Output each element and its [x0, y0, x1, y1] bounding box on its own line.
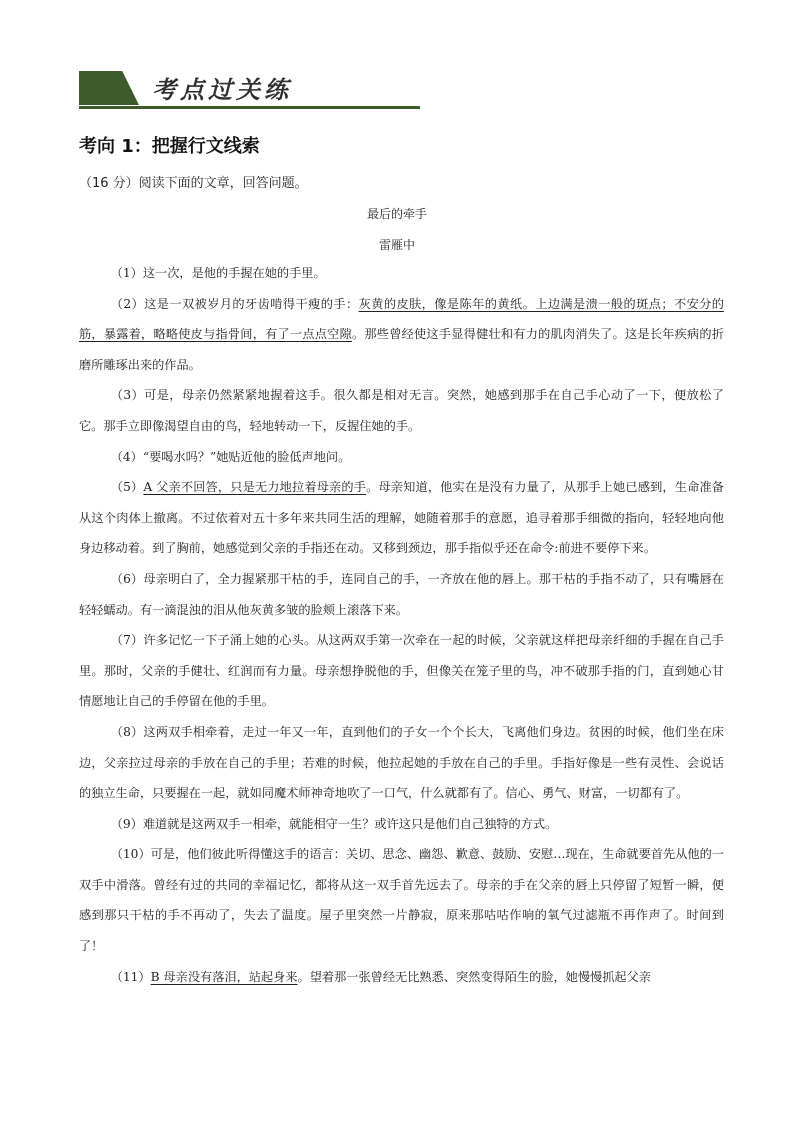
paragraph-7: （7）许多记忆一下子涌上她的心头。从这两双手第一次牵在一起的时候，父亲就这样把母亲纤细的手握在自己手里。那时，父亲的手健壮、红润而有力量。母亲想挣脱他的手，但像关在笼子里的鸟，冲不破那手指的门，直到她心甘情愿地让自己的手停留在他的手里。	[79, 633, 724, 709]
paragraph-4: （4）“要喝水吗？”她贴近他的脸低声地问。	[110, 449, 351, 464]
paragraph-6: （6）母亲明白了，全力握紧那干枯的手，连同自己的手，一齐放在他的唇上。那干枯的手指不动了，只有嘴唇在轻轻蠕动。有一滴混浊的泪从他灰黄多皱的脸颊上滚落下来。	[79, 571, 724, 617]
paragraph-3: （3）可是，母亲仍然紧紧地握着这手。很久都是相对无言。突然，她感到那手在自己手心动了一下，便放松了它。那手立即像渴望自由的鸟，轻地转动一下，反握住她的手。	[79, 388, 724, 433]
underlined-sentence-b: B 母亲没有落泪，站起身来	[150, 969, 298, 984]
paragraph-1: （1）这一次，是他的手握在她的手里。	[110, 266, 326, 280]
question-prompt: （16 分）阅读下面的文章，回答问题。	[79, 176, 308, 191]
header-title: 考点过关练	[152, 75, 292, 104]
exercise-header-banner	[79, 68, 420, 110]
article-body	[79, 258, 724, 992]
paragraph-2-underlined: 灰黄的皮肤，像是陈年的黄纸。上边满是溃一般的斑点；不安分的筋，暴露着，略略使皮与指骨间，有了一点点空隙	[79, 296, 724, 342]
paragraph-11	[79, 962, 724, 993]
article-title: 最后的牵手	[366, 207, 427, 221]
paragraph-11-tail: 。望着那一张曾经无比熟悉、突然变得陌生的脸，她慢慢抓起父亲	[297, 969, 651, 984]
paragraph-2-lead: （2）这是一双被岁月的牙齿啃得干瘦的手：	[110, 296, 359, 311]
underlined-sentence-a: A 父亲不回答，只是无力地拉着母亲的手	[143, 480, 367, 495]
paragraph-5-lead: （5）	[110, 480, 144, 495]
paragraph-11-lead: （11）	[110, 969, 151, 984]
article-author: 雷雁中	[378, 238, 415, 252]
paragraph-10: （10）可是，他们彼此听得懂这手的语言：关切、思念、幽怨、歉意、鼓励、安慰…现在，生命就要首先从他的一双手中滑落。曾经有过的共同的幸福记忆，都将从这一双手首先远去了。母亲的手在父亲的唇上只停留了短暂一瞬，便感到那只干枯的手不再动了，失去了温度。屋子里突然一片静寂，原来那咕咕作响的氧气过滤瓶不再作声了。时间到了！	[79, 847, 724, 954]
paragraph-8: （8）这两双手相牵着，走过一年又一年，直到他们的子女一个个长大，飞离他们身边。贫困的时候，他们坐在床边，父亲拉过母亲的手放在自己的手里；若难的时候，他拉起她的手放在自己的手里。手指好像是一些有灵性、会说话的独立生命，只要握在一起，就如同魔术师神奇地吹了一口气，什么就都有了。信心、勇气、财富，一切都有了。	[79, 724, 724, 801]
paragraph-9: （9）难道就是这两双手一相牵，就能相守一生？或许这只是他们自己独特的方式。	[110, 816, 558, 831]
header-green-tab	[79, 71, 139, 105]
header-underline	[79, 106, 420, 109]
paragraph-5-tail: 。母亲知道，他实在是没有力量了，从那手上她已感到，生命准备从这个肉体上撤离。不过依着对五十多年来共同生活的理解，她随着那手的意愿，追寻着那手细微的指向，轻轻地向他身边移动着。到了胸前，她感觉到父亲的手指还在动。又移到颈边，那手指似乎还在命令:前进不要停下来。	[79, 480, 724, 556]
paragraph-2	[79, 289, 724, 381]
paragraph-5	[79, 472, 724, 564]
section-title: 考向 1：把握行文线索	[79, 136, 260, 157]
paragraph-2-tail: 。那些曾经使这手显得健壮和有力的肌肉消失了。这是长年疾病的折磨所雕琢出来的作品。	[79, 327, 725, 372]
